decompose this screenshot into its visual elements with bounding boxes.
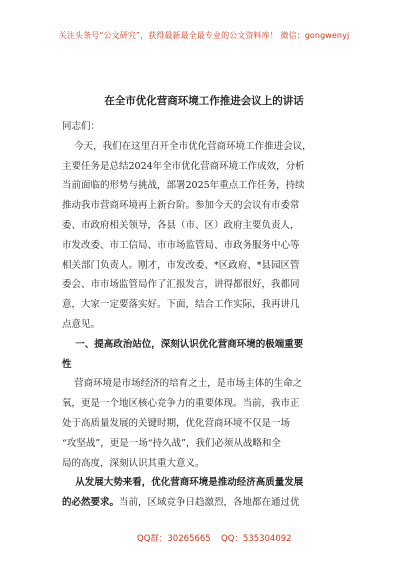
body-line: 意，大家一定要落实好。下面，结合工作实际，我再讲几	[62, 299, 300, 311]
body-line: 委会、市市场监管局作了汇报发言，讲得都很好，我都同	[62, 279, 300, 291]
body-line: 市发改委、市工信局、市市场监管局、市政务服务中心等	[62, 239, 300, 251]
lead-sentence-tail: 的必然要求。	[62, 497, 120, 509]
body-line: 主要任务是总结2024年全市优化营商环境工作成效，分析	[62, 160, 305, 172]
page-title: 在全市优化营商环境工作推进会议上的讲话	[104, 95, 304, 107]
salutation: 同志们：	[62, 121, 101, 132]
header-promo-note: 关注头条号“公文研究”，获得最新最全最专业的公文资料库！ 微信：gongwenyj	[58, 31, 350, 40]
body-line: 委、市政府相关领导，各县（市、区）政府主要负责人，	[62, 219, 300, 231]
body-line: 处于高质量发展的关键时期，优化营商环境不仅是一场	[62, 417, 291, 429]
body-line: 相关部门负责人。刚才，市发改委、*区政府、*县园区管	[62, 259, 300, 271]
body-line	[62, 493, 350, 513]
body-line: 氧，更是一个地区核心竞争力的重要体现。当前，我市正	[62, 398, 300, 410]
body-line: 推动我市营商环境再上新台阶。参加今天的会议有市委常	[62, 200, 300, 212]
lead-sentence-line: 从发展大势来看，优化营商环境是推动经济高质量发展	[62, 477, 304, 489]
body-line: 点意见。	[62, 318, 101, 330]
body-line: 局的高度，深刻认识其重大意义。	[62, 457, 205, 469]
footer-qq-number: QQ：535304092	[221, 534, 292, 544]
section-heading-line: 一、提高政治站位，深刻认识优化营商环境的极端重要	[62, 338, 304, 350]
body-line: 今天，我们在这里召开全市优化营商环境工作推进会议，	[62, 140, 312, 152]
body-line: 营商环境是市场经济的培育之土，是市场主体的生命之	[62, 378, 303, 390]
body-line: 当前面临的形势与挑战，部署2025年重点工作任务，持续	[62, 180, 305, 192]
line-remainder: 当前，区域竞争日趋激烈，各地都在通过优	[119, 497, 300, 509]
body-line: “攻坚战”，更是一场“持久战”，我们必须从战略和全	[62, 437, 281, 449]
footer-qq-group: QQ群：30265665	[137, 534, 211, 544]
section-heading-line: 性	[62, 358, 72, 370]
speech-body	[62, 117, 350, 513]
